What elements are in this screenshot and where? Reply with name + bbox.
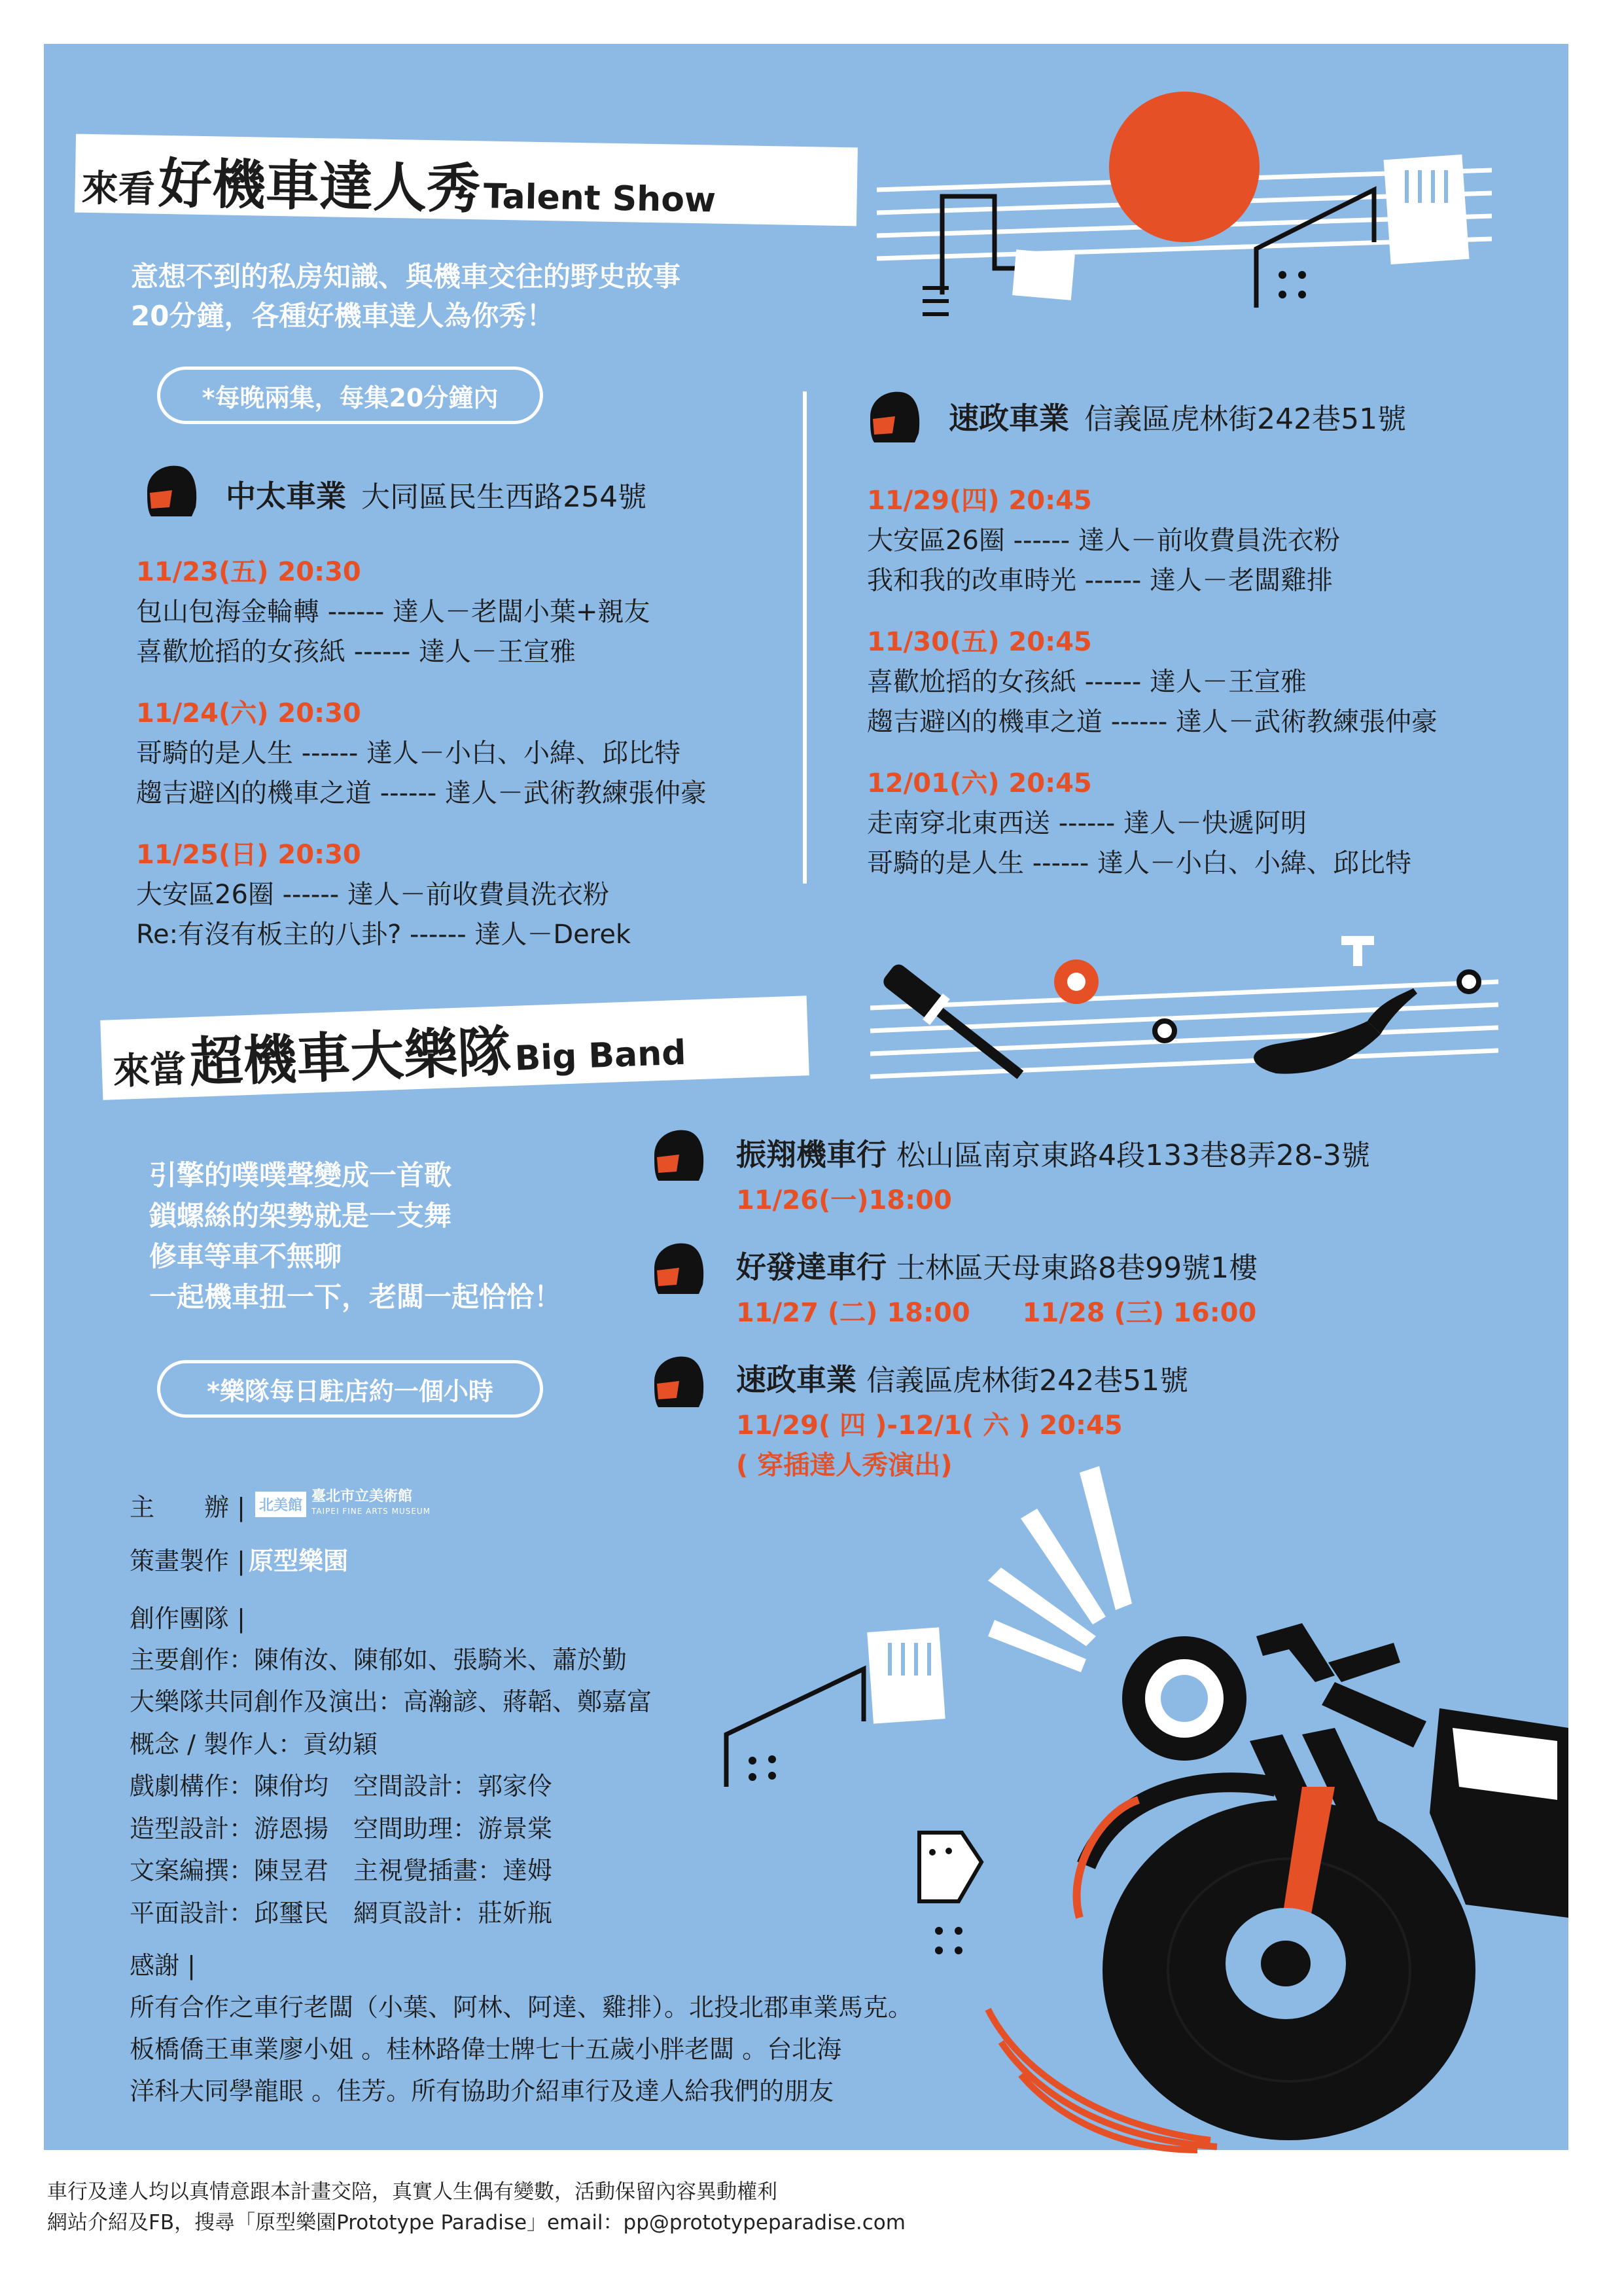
band-venue-address: 松山區南京東路4段133巷8弄28-3號 xyxy=(896,1139,1370,1172)
bolt-dot xyxy=(1459,972,1479,992)
session-line: 趨吉避凶的機車之道 ------ 達人－武術教練張仲豪 xyxy=(136,778,707,808)
band-venue-address: 士林區天母東路8巷99號1樓 xyxy=(896,1251,1258,1285)
host-logo-mark: 北美館 xyxy=(255,1492,306,1517)
helmet-icon xyxy=(648,1126,707,1182)
band-venue-name: 速政車業 xyxy=(736,1362,856,1397)
host-logo-en: TAIPEI FINE ARTS MUSEUM xyxy=(311,1507,431,1516)
band-intro xyxy=(149,1155,561,1318)
talent-title-main: 好機車達人秀 xyxy=(158,152,481,221)
left-session-3 xyxy=(136,834,631,951)
footer-disclaimer: 車行及達人均以真情意跟本計畫交陪，真實人生偶有變數，活動保留內容異動權利 xyxy=(47,2180,777,2204)
session-line: 趨吉避凶的機車之道 ------ 達人－武術教練張仲豪 xyxy=(867,707,1438,737)
team-line: 主要創作：陳侑汝、陳郁如、張騎米、蕭於勤 xyxy=(130,1645,627,1674)
band-note-pill: *樂隊每日駐店約一個小時 xyxy=(157,1360,543,1418)
talent-title-en: Talent Show xyxy=(483,177,716,221)
session-date: 11/30(五) 20:45 xyxy=(867,627,1092,657)
helmet-icon xyxy=(864,387,923,444)
thanks-label: 感謝 | xyxy=(130,1951,196,1980)
producer-label: 策畫製作 | xyxy=(130,1547,245,1575)
band-venue-name: 好發達車行 xyxy=(736,1249,887,1285)
host-logo xyxy=(255,1490,431,1518)
session-date: 12/01(六) 20:45 xyxy=(867,768,1092,798)
session-line: 喜歡尬搯的女孩紙 ------ 達人－王宣雅 xyxy=(867,667,1307,697)
band-venue-dates: 11/29( 四 )-12/1( 六 ) 20:45 xyxy=(736,1410,1123,1441)
headlight-rays xyxy=(988,1466,1132,1672)
band-venue-1 xyxy=(736,1131,1370,1217)
band-venue-dates: 11/26(一)18:00 xyxy=(736,1185,952,1215)
motorcycle-wheel-icon xyxy=(1077,1782,1475,2140)
talent-title-prefix: 來看 xyxy=(81,167,156,211)
left-session-2 xyxy=(136,692,707,810)
session-line: 大安區26圈 ------ 達人－前收費員洗衣粉 xyxy=(136,880,609,910)
session-line: 哥騎的是人生 ------ 達人－小白、小緯、邱比特 xyxy=(867,848,1412,878)
team-line: 概念 / 製作人：貢幼穎 xyxy=(130,1730,378,1759)
talent-note-pill: *每晚兩集，每集20分鐘內 xyxy=(157,367,543,424)
host-label: 主 辦 | xyxy=(130,1493,245,1522)
right-venue-address: 信義區虎林街242巷51號 xyxy=(1084,403,1407,436)
session-line: 喜歡尬搯的女孩紙 ------ 達人－王宣雅 xyxy=(136,637,576,667)
band-venue-2 xyxy=(736,1244,1258,1329)
team-label: 創作團隊 | xyxy=(130,1604,245,1633)
team-line: 平面設計：邱璽民 網頁設計：莊妡瓶 xyxy=(130,1899,553,1928)
session-date: 11/29(四) 20:45 xyxy=(867,486,1092,516)
band-title-prefix: 來當 xyxy=(112,1048,187,1094)
right-session-3 xyxy=(867,762,1411,880)
handlebar xyxy=(1256,1623,1426,1748)
producer-name: 原型樂園 xyxy=(248,1547,348,1575)
talent-title xyxy=(81,140,716,228)
buildings-icon xyxy=(726,1627,981,1954)
band-venue-dates: 11/27 (二) 18:00 11/28 (三) 16:00 xyxy=(736,1298,1257,1328)
band-venue-address: 信義區虎林街242巷51號 xyxy=(866,1364,1189,1397)
session-date: 11/24(六) 20:30 xyxy=(136,698,361,728)
session-line: 我和我的改車時光 ------ 達人－老闆雞排 xyxy=(867,565,1333,596)
right-session-2 xyxy=(867,621,1438,738)
talent-intro-line-2: 20分鐘，各種好機車達人為你秀！ xyxy=(131,300,554,332)
footer-contact: 網站介紹及FB，搜尋「原型樂園Prototype Paradise」email：pp@prototypeparadise.com xyxy=(47,2211,906,2234)
right-venue-name: 速政車業 xyxy=(949,401,1069,436)
session-line: 哥騎的是人生 ------ 達人－小白、小緯、邱比特 xyxy=(136,738,681,768)
team-line: 文案編撰：陳昱君 主視覺插畫：達姆 xyxy=(130,1856,553,1885)
team-line: 造型設計：游恩揚 空間助理：游景棠 xyxy=(130,1814,553,1843)
team-line: 戲劇構作：陳佾均 空間設計：郭家伶 xyxy=(130,1772,553,1801)
helmet-icon xyxy=(648,1352,707,1408)
talent-intro-line-1: 意想不到的私房知識、與機車交往的野史故事 xyxy=(131,260,681,293)
left-venue-name: 中太車業 xyxy=(226,478,346,514)
helmet-icon xyxy=(141,461,200,518)
column-divider xyxy=(803,391,807,884)
thanks-line: 洋科大同學龍眼 。佳芳。所有協助介紹車行及達人給我們的朋友 xyxy=(130,2077,834,2106)
tools-illustration xyxy=(857,910,1525,1106)
team-line: 大樂隊共同創作及演出：高瀚諺、蔣韜、鄭嘉富 xyxy=(130,1687,652,1716)
left-venue xyxy=(226,473,646,516)
bolt-dot xyxy=(1155,1021,1174,1041)
session-line: 包山包海金輪轉 ------ 達人－老闆小葉+親友 xyxy=(136,597,650,627)
sun-buildings-illustration xyxy=(851,92,1531,327)
band-title-en: Big Band xyxy=(514,1033,687,1079)
band-venue-name: 振翔機車行 xyxy=(736,1137,887,1172)
band-venue-note: ( 穿插達人秀演出) xyxy=(736,1450,953,1480)
thanks-line: 板橋僑王車業廖小姐 。桂林路偉士牌七十五歲小胖老闆 。台北海 xyxy=(130,2035,842,2064)
band-intro-line: 修車等車不無聊 xyxy=(149,1240,342,1272)
band-intro-line: 引擎的噗噗聲變成一首歌 xyxy=(149,1159,452,1191)
left-venue-address: 大同區民生西路254號 xyxy=(361,480,647,514)
helmet-icon xyxy=(648,1239,707,1295)
session-line: 走南穿北東西送 ------ 達人－快遞阿明 xyxy=(867,808,1307,838)
session-date: 11/25(日) 20:30 xyxy=(136,840,361,870)
session-line: 大安區26圈 ------ 達人－前收費員洗衣粉 xyxy=(867,526,1340,556)
host-logo-cn: 臺北市立美術館 xyxy=(311,1488,413,1505)
band-intro-line: 一起機車扭一下，老闆一起恰恰！ xyxy=(149,1281,562,1313)
session-date: 11/23(五) 20:30 xyxy=(136,557,361,587)
session-line: Re:有沒有板主的八卦? ------ 達人－Derek xyxy=(136,920,631,950)
right-venue xyxy=(949,395,1406,438)
producer xyxy=(130,1541,348,1577)
sun-icon xyxy=(1109,92,1260,242)
motorcycle-illustration xyxy=(713,1446,1568,2150)
band-intro-line: 鎖螺絲的架勢就是一支舞 xyxy=(149,1200,452,1232)
thanks-line: 所有合作之車行老闆（小葉、阿林、阿達、雞排）。北投北郡車業馬克。 xyxy=(130,1993,913,2022)
band-title-main: 超機車大樂隊 xyxy=(188,1021,512,1095)
right-session-1 xyxy=(867,480,1340,597)
left-session-1 xyxy=(136,551,650,668)
headlight-icon xyxy=(1122,1636,1246,1761)
